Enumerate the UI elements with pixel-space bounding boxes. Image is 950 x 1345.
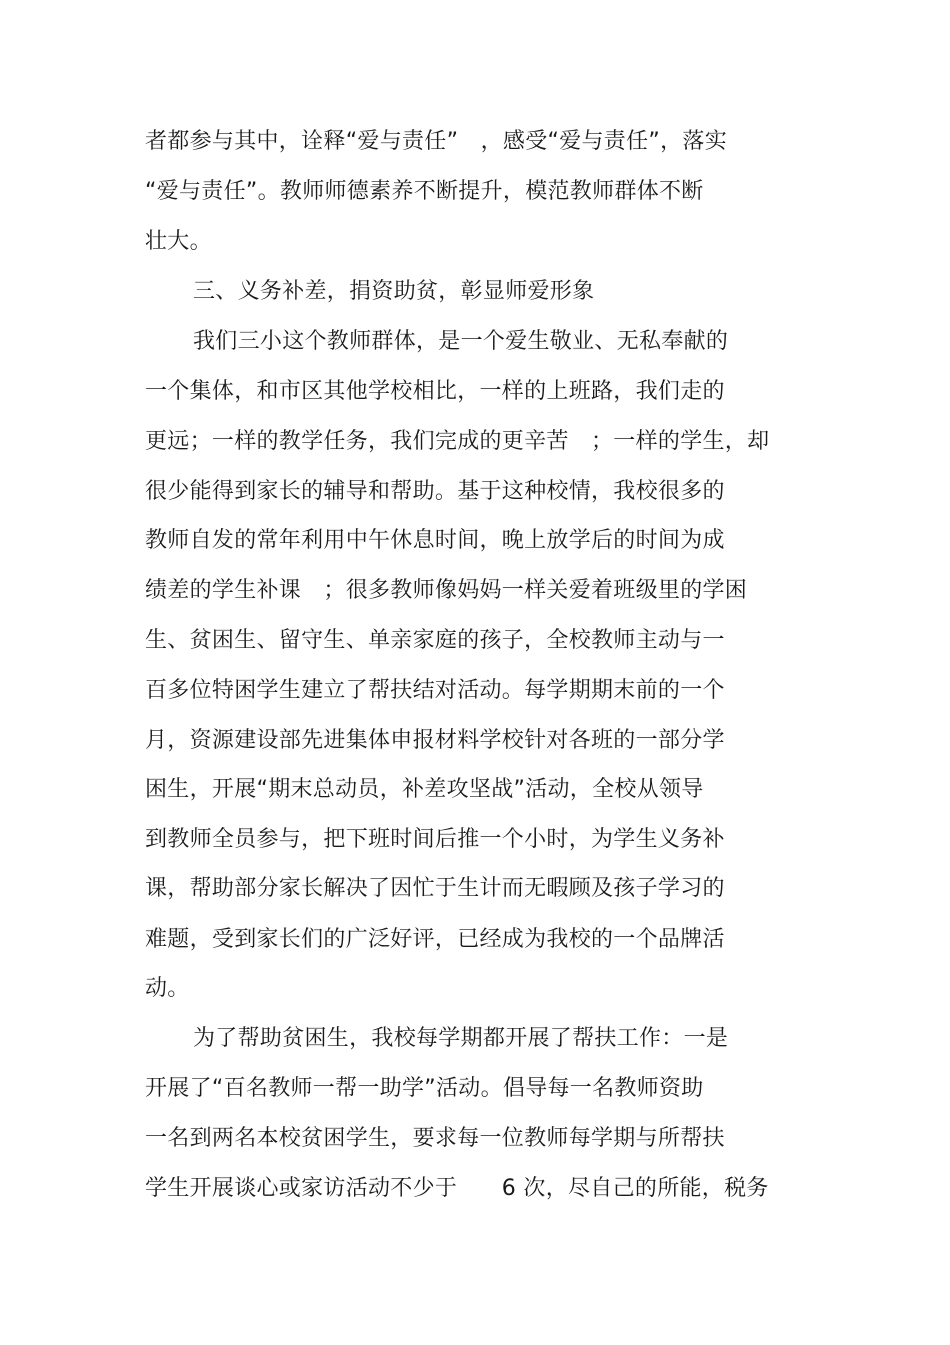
text-line: 学生开展谈心或家访活动不少于 6 次，尽自己的所能，税务 bbox=[145, 1176, 769, 1201]
text-line: 绩差的学生补课 ；很多教师像妈妈一样关爱着班级里的学困 bbox=[145, 578, 748, 603]
text-line: 者都参与其中，诠释“爱与责任” ，感受“爱与责任”，落实 bbox=[145, 129, 727, 154]
section-heading: 三、义务补差，捐资助贫，彰显师爱形象 bbox=[193, 279, 595, 304]
text-line: 生、贫困生、留守生、单亲家庭的孩子，全校教师主动与一 bbox=[145, 628, 725, 653]
text-line: 教师自发的常年利用中午休息时间，晚上放学后的时间为成 bbox=[145, 528, 725, 553]
text-line: 一个集体，和市区其他学校相比，一样的上班路，我们走的 bbox=[145, 379, 725, 404]
text-line: 到教师全员参与，把下班时间后推一个小时，为学生义务补 bbox=[145, 827, 725, 852]
text-line: 困生，开展“期末总动员，补差攻坚战”活动，全校从领导 bbox=[145, 777, 704, 802]
text-line: 我们三小这个教师群体，是一个爱生敬业、无私奉献的 bbox=[193, 329, 729, 354]
text-line: 动。 bbox=[145, 976, 190, 1001]
text-line: 百多位特困学生建立了帮扶结对活动。每学期期末前的一个 bbox=[145, 678, 725, 703]
text-line: 更远；一样的教学任务，我们完成的更辛苦 ；一样的学生，却 bbox=[145, 429, 770, 454]
text-line: 壮大。 bbox=[145, 229, 212, 254]
text-line: “爱与责任”。教师师德素养不断提升，模范教师群体不断 bbox=[145, 179, 704, 204]
text-line: 为了帮助贫困生，我校每学期都开展了帮扶工作：一是 bbox=[193, 1026, 729, 1051]
text-line: 开展了“百名教师一帮一助学”活动。倡导每一名教师资助 bbox=[145, 1076, 704, 1101]
text-line: 难题，受到家长们的广泛好评，已经成为我校的一个品牌活 bbox=[145, 927, 725, 952]
text-line: 一名到两名本校贫困学生，要求每一位教师每学期与所帮扶 bbox=[145, 1126, 725, 1151]
text-line: 课，帮助部分家长解决了因忙于生计而无暇顾及孩子学习的 bbox=[145, 876, 725, 901]
text-line: 很少能得到家长的辅导和帮助。基于这种校情，我校很多的 bbox=[145, 479, 725, 504]
text-line: 月，资源建设部先进集体申报材料学校针对各班的一部分学 bbox=[145, 728, 725, 753]
